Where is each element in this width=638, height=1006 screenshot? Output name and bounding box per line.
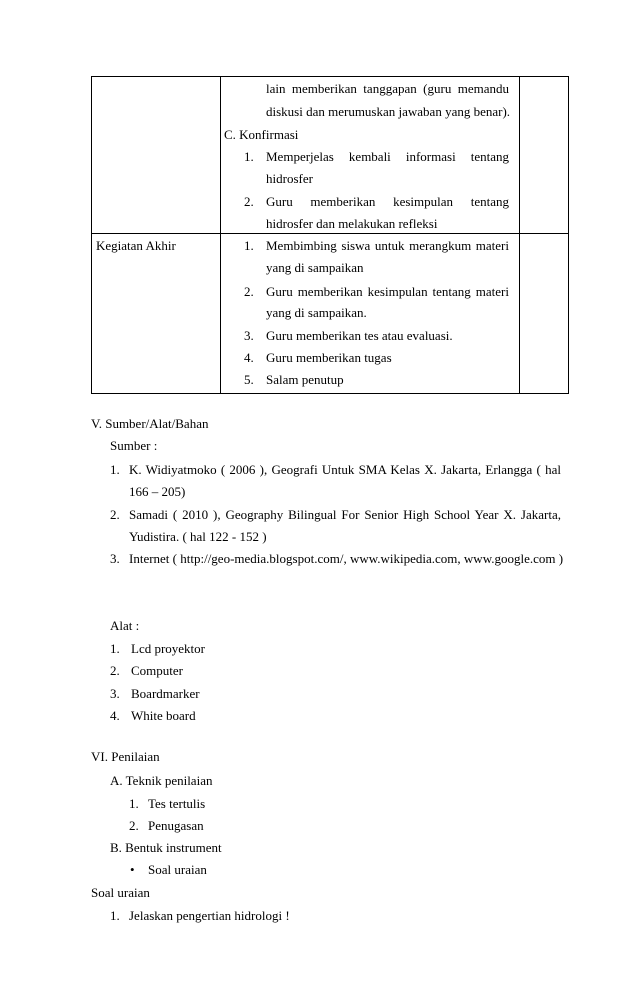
- confirmation-heading: C. Konfirmasi: [224, 127, 299, 142]
- tool-3-text: Boardmarker: [131, 686, 200, 701]
- tool-number-2: 2.: [110, 663, 120, 678]
- source-number-1: 1.: [110, 462, 120, 477]
- confirmation-item-number-2: 2.: [244, 194, 254, 209]
- table-left-border: [91, 76, 92, 394]
- source-3-text: Internet ( http://geo-media.blogspot.com/, www.wikipedia.com, www.google.com ): [129, 551, 564, 566]
- closing-item-number-5: 5.: [244, 372, 254, 387]
- closing-item-number-4: 4.: [244, 350, 254, 365]
- closing-item-2-line-2: yang di sampaikan.: [266, 305, 367, 320]
- source-2-line-2: Yudistira. ( hal 122 - 152 ): [129, 529, 267, 544]
- tool-1-text: Lcd proyektor: [131, 641, 206, 656]
- closing-item-5-text: Salam penutup: [266, 372, 344, 387]
- confirmation-item-2-line-2: hidrosfer dan melakukan refleksi: [266, 216, 438, 231]
- source-2-line-1: Samadi ( 2010 ), Geography Bilingual For Senior High School Year X. Jakarta,: [129, 507, 561, 522]
- closing-item-number-1: 1.: [244, 238, 254, 253]
- technique-number-1: 1.: [129, 796, 139, 811]
- technique-number-2: 2.: [129, 818, 139, 833]
- confirmation-item-number-1: 1.: [244, 149, 254, 164]
- section-5-title: V. Sumber/Alat/Bahan: [91, 416, 209, 431]
- source-number-2: 2.: [110, 507, 120, 522]
- tool-2-text: Computer: [131, 663, 183, 678]
- instrument-form-label: B. Bentuk instrument: [110, 840, 222, 855]
- table-col-divider-1: [220, 76, 221, 394]
- instrument-item-text: Soal uraian: [148, 862, 207, 877]
- question-1-text: Jelaskan pengertian hidrologi !: [129, 908, 290, 923]
- section-6-title: VI. Penilaian: [91, 749, 160, 764]
- table-col-divider-2: [519, 76, 520, 394]
- closing-item-1-line-2: yang di sampaikan: [266, 260, 364, 275]
- tool-number-1: 1.: [110, 641, 120, 656]
- closing-item-2-line-1: Guru memberikan kesimpulan tentang materi: [266, 284, 509, 299]
- closing-item-1-line-1: Membimbing siswa untuk merangkum materi: [266, 238, 509, 253]
- table-top-border: [91, 76, 569, 77]
- assessment-technique-label: A. Teknik penilaian: [110, 773, 213, 788]
- technique-2-text: Penugasan: [148, 818, 204, 833]
- tool-number-4: 4.: [110, 708, 120, 723]
- source-1-line-1: K. Widiyatmoko ( 2006 ), Geografi Untuk SMA Kelas X. Jakarta, Erlangga ( hal: [129, 462, 561, 477]
- source-number-3: 3.: [110, 551, 120, 566]
- closing-item-3-text: Guru memberikan tes atau evaluasi.: [266, 328, 453, 343]
- technique-1-text: Tes tertulis: [148, 796, 206, 811]
- sources-label: Sumber :: [110, 438, 158, 453]
- tools-label: Alat :: [110, 618, 140, 633]
- source-1-line-2: 166 – 205): [129, 484, 186, 499]
- confirmation-item-2-line-1: Guru memberikan kesimpulan tentang: [266, 194, 509, 209]
- question-number-1: 1.: [110, 908, 120, 923]
- closing-item-number-2: 2.: [244, 284, 254, 299]
- table-bottom-border: [91, 393, 569, 394]
- table-right-border: [568, 76, 569, 394]
- confirmation-item-1-line-1: Memperjelas kembali informasi tentang: [266, 149, 509, 164]
- confirmation-item-1-line-2: hidrosfer: [266, 171, 313, 186]
- continuation-line-2: diskusi dan merumuskan jawaban yang benar).: [266, 104, 511, 119]
- essay-questions-title: Soal uraian: [91, 885, 150, 900]
- closing-activity-label: Kegiatan Akhir: [96, 238, 176, 253]
- tool-number-3: 3.: [110, 686, 120, 701]
- bullet-icon: •: [130, 862, 135, 877]
- closing-item-4-text: Guru memberikan tugas: [266, 350, 392, 365]
- closing-item-number-3: 3.: [244, 328, 254, 343]
- table-row-divider: [91, 233, 569, 234]
- continuation-line-1: lain memberikan tanggapan (guru memandu: [266, 81, 509, 96]
- tool-4-text: White board: [131, 708, 196, 723]
